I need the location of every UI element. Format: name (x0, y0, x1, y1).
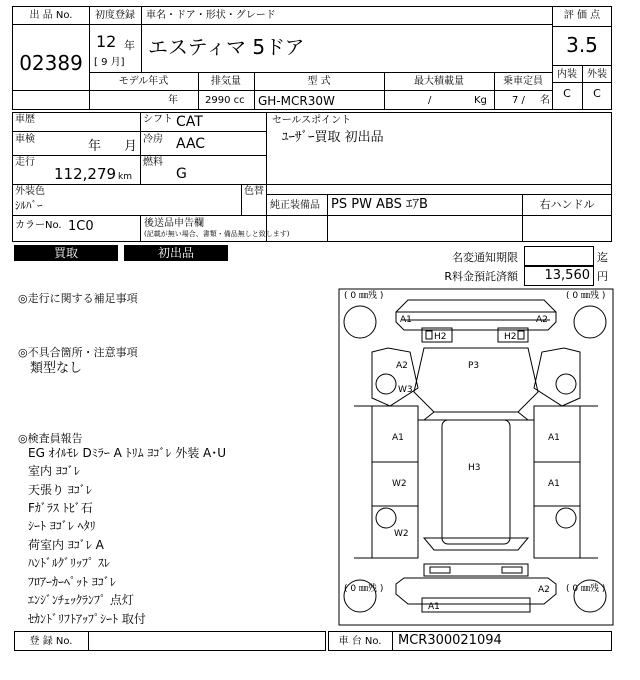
interior-label: 内装 (557, 69, 577, 80)
car-name-label: 車名・ドア・形状・グレード (146, 10, 276, 21)
inspector-line: ｴﾝｼﾞﾝﾁｪｯｸﾗﾝﾌﾟ 点灯 (28, 593, 134, 607)
fuel-label: 燃料 (143, 157, 163, 168)
first-reg-label: 初度登録 (95, 10, 135, 21)
model-year-label: モデル年式 (118, 76, 169, 87)
tire-label-front-left: ( 0 ㎜残 ) (344, 291, 384, 301)
name-change-box (524, 246, 594, 266)
inspector-line: 天張り ﾖｺﾞﾚ (28, 483, 92, 497)
defects-text: 類型なし (30, 361, 83, 376)
mark-left-front-door: A1 (392, 433, 404, 443)
max-load-unit: Kg (474, 95, 487, 106)
type-label: 型 式 (307, 76, 331, 87)
max-load: / (428, 95, 432, 106)
rear-bumper (396, 578, 556, 604)
first-listing-badge: 初出品 (124, 245, 228, 261)
car-name: エスティマ 5ドア (148, 35, 305, 59)
history-label: 車歴 (15, 114, 35, 125)
mileage-value: 112,279 (54, 165, 117, 183)
inspector-line: ﾊﾝﾄﾞﾙｸﾞﾘｯﾌﾟ ｽﾚ (28, 556, 110, 570)
recycle-unit: 円 (597, 270, 608, 283)
color-no-label: カラーNo. (15, 220, 62, 231)
first-reg-year-unit: 年 (124, 39, 135, 52)
first-reg-year: 12 (96, 32, 117, 51)
chassis-label: 車 台 No. (338, 636, 382, 647)
color-no: 1C0 (68, 219, 94, 234)
defects-heading: ◎不具合箇所・注意事項 (18, 346, 138, 359)
ac-value: AAC (176, 136, 206, 152)
mark-front-bumper-right: A2 (536, 315, 548, 325)
purchase-badge: 買取 (14, 245, 118, 261)
exterior-label: 外装 (587, 69, 607, 80)
capacity-unit: 名 (540, 95, 550, 106)
inspector-line: 荷室内 ﾖｺﾞﾚ A (28, 538, 104, 552)
capacity: 7 / (512, 95, 525, 106)
mark-front-bumper: A1 (400, 315, 412, 325)
mark-left-fender: A2 (396, 361, 408, 371)
inspector-line: EG ｵｲﾙﾓﾚ Dﾐﾗｰ A ﾄﾘﾑ ﾖｺﾞﾚ 外装 A･U (28, 446, 227, 460)
inspection-month: 月 (124, 139, 138, 154)
displacement-label: 排気量 (211, 76, 241, 87)
car-damage-diagram (338, 288, 614, 626)
mark-left-quarter: W2 (394, 529, 409, 539)
fuel-value: G (176, 166, 187, 182)
inspector-line: 室内 ﾖｺﾞﾚ (28, 464, 80, 478)
mileage-label: 走行 (15, 157, 35, 168)
equipment: PS PW ABS ｴｱB (331, 197, 428, 212)
mark-bonnet: P3 (468, 361, 480, 371)
ac-label: 冷房 (143, 134, 163, 145)
mark-headlight-left: H2 (434, 332, 447, 342)
color-change-label: 色替 (244, 186, 264, 197)
mark-headlight-right: H2 (504, 332, 517, 342)
tire-label-rear-left: ( 0 ㎜残 ) (344, 584, 384, 594)
interior-grade: C (563, 87, 571, 100)
max-load-label: 最大積載量 (414, 76, 464, 87)
inspector-line: ｾｶﾝﾄﾞﾘﾌﾄｱｯﾌﾟｼｰﾄ 取付 (28, 612, 146, 626)
chassis-no: MCR300021094 (398, 633, 502, 648)
later-parts-label: 後送品申告欄 (144, 218, 204, 229)
exterior-grade: C (593, 87, 601, 100)
handle-side: 右ハンドル (539, 198, 595, 211)
recycle-amount: 13,560 (544, 268, 590, 283)
lot-no: 02389 (19, 51, 83, 75)
name-change-label: 名変通知期限 (452, 251, 518, 264)
score-label: 評 価 点 (563, 10, 601, 21)
first-reg-month: [ 9 月] (94, 57, 125, 68)
mark-rear-bumper: A2 (538, 585, 550, 595)
inspector-line: ﾌﾛｱｰｶｰﾍﾟｯﾄ ﾖｺﾞﾚ (28, 575, 116, 589)
mark-rear-bumper-bottom: A1 (428, 602, 440, 612)
inspector-line: Fｶﾞﾗｽ ﾄﾋﾞ石 (28, 501, 93, 515)
tire-front-left (344, 306, 376, 338)
mark-right-front-door: A1 (548, 433, 560, 443)
mark-roof: H3 (468, 463, 481, 473)
driving-heading: ◎走行に関する補足事項 (18, 292, 138, 305)
mileage-unit: km (118, 172, 132, 182)
tire-label-rear-right: ( 0 ㎜残 ) (566, 584, 606, 594)
lot-no-label: 出 品 No. (29, 10, 73, 21)
rear-lamp-bar (424, 564, 528, 576)
shift-label: シフト (143, 114, 173, 125)
inspector-heading: ◎検査員報告 (18, 432, 83, 445)
equipment-label: 純正装備品 (270, 200, 320, 211)
inspection-label: 車検 (15, 134, 35, 145)
tire-label-front-right: ( 0 ㎜残 ) (566, 291, 606, 301)
windshield (424, 412, 528, 420)
name-change-unit: 迄 (597, 251, 608, 264)
inspector-line: ｼｰﾄ ﾖｺﾞﾚ ﾍﾀﾘ (28, 519, 96, 533)
mark-left-rear-door: W2 (392, 479, 407, 489)
capacity-label: 乗車定員 (503, 76, 543, 87)
recycle-label: R料金預託済額 (444, 270, 518, 283)
tire-front-right (574, 306, 606, 338)
inspection-year: 年 (88, 139, 102, 154)
later-parts-note: (記載が無い場合、書類・備品無しと致します) (144, 230, 290, 238)
roof (442, 420, 510, 544)
mark-right-rear-door: A1 (548, 479, 560, 489)
model-year-unit: 年 (168, 95, 178, 106)
bonnet (414, 348, 538, 412)
ext-color-label: 外装色 (15, 186, 45, 197)
sales-point: ﾕｰｻﾞｰ買取 初出品 (282, 130, 384, 145)
reg-no-label: 登 録 No. (29, 636, 73, 647)
shift-value: CAT (176, 114, 203, 130)
ext-color: ｼﾙﾊﾞｰ (15, 199, 43, 212)
front-bumper (396, 300, 556, 330)
mark-left-fender-w: W3 (398, 385, 413, 395)
type-value: GH-MCR30W (258, 94, 335, 108)
displacement: 2990 cc (205, 95, 245, 106)
score-value: 3.5 (566, 33, 598, 57)
sales-point-label: セールスポイント (272, 115, 352, 126)
